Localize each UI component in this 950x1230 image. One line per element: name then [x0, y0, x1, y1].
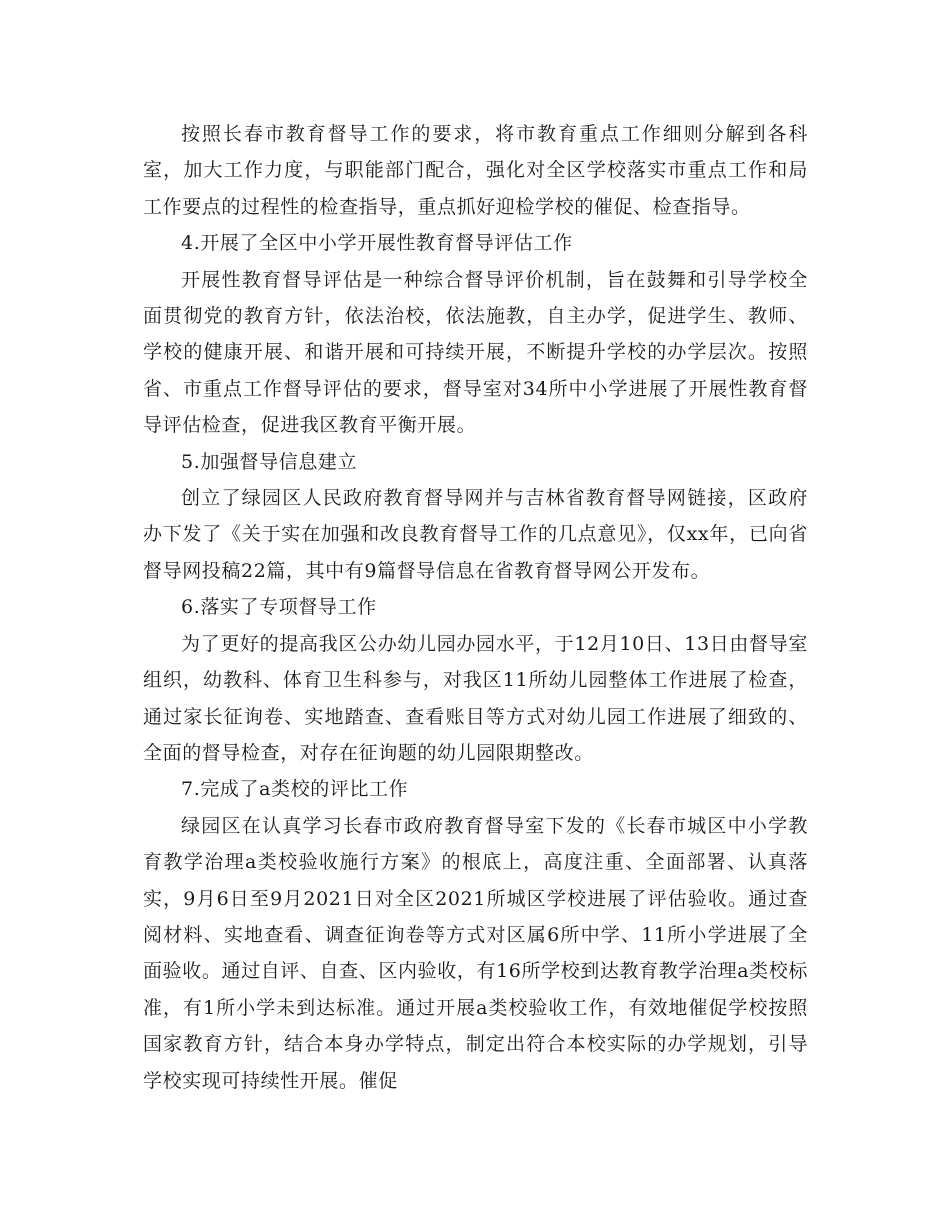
paragraph-developmental-evaluation: 开展性教育督导评估是一种综合督导评价机制，旨在鼓舞和引导学校全面贯彻党的教育方针，依法治校，依法施教，自主办学，促进学生、教师、学校的健康开展、和谐开展和可持续开展，不断提升学校的办学层次。按照省、市重点工作督导评估的要求，督导室对34所中小学进展了开展性教育督导评估检查，促进我区教育平衡开展。	[143, 268, 808, 437]
paragraph-class-a-evaluation: 绿园区在认真学习长春市政府教育督导室下发的《长春市城区中小学教育教学治理a类校验收施行方案》的根底上，高度注重、全面部署、认真落实，9月6日至9月2021日对全区2021所城区学校进展了评估验收。通过查阅材料、实地查看、调查征询卷等方式对区属6所中学、11所小学进展了全面验收。通过自评、自查、区内验收，有16所学校到达教育教学治理a类校标准，有1所小学未到达标准。通过开展a类校验收工作，有效地催促学校按照国家教育方针，结合本身办学特点，制定出符合本校实际的办学规划，引导学校实现可持续性开展。催促	[143, 814, 808, 1092]
heading-section-4: 4.开展了全区中小学开展性教育督导评估工作	[181, 232, 573, 255]
heading-section-5: 5.加强督导信息建立	[181, 450, 358, 473]
heading-section-6: 6.落实了专项督导工作	[181, 596, 377, 619]
paragraph-inspection-guidance: 按照长春市教育督导工作的要求，将市教育重点工作细则分解到各科室，加大工作力度，与职能部门配合，强化对全区学校落实市重点工作和局工作要点的过程性的检查指导，重点抓好迎检学校的催促、检查指导。	[143, 123, 808, 218]
paragraph-special-supervision: 为了更好的提高我区公办幼儿园办园水平，于12月10日、13日由督导室组织，幼教科、体育卫生科参与，对我区11所幼儿园整体工作进展了检查，通过家长征询卷、实地踏查、查看账目等方式对幼儿园工作进展了细致的、全面的督导检查，对存在征询题的幼儿园限期整改。	[143, 632, 808, 764]
paragraph-supervision-info: 创立了绿园区人民政府教育督导网并与吉林省教育督导网链接，区政府办下发了《关于实在加强和改良教育督导工作的几点意见》，仅xx年，已向省督导网投稿22篇，其中有9篇督导信息在省教育督导网公开发布。	[143, 487, 808, 582]
document-page	[143, 116, 808, 1099]
heading-section-7: 7.完成了a类校的评比工作	[181, 778, 409, 801]
